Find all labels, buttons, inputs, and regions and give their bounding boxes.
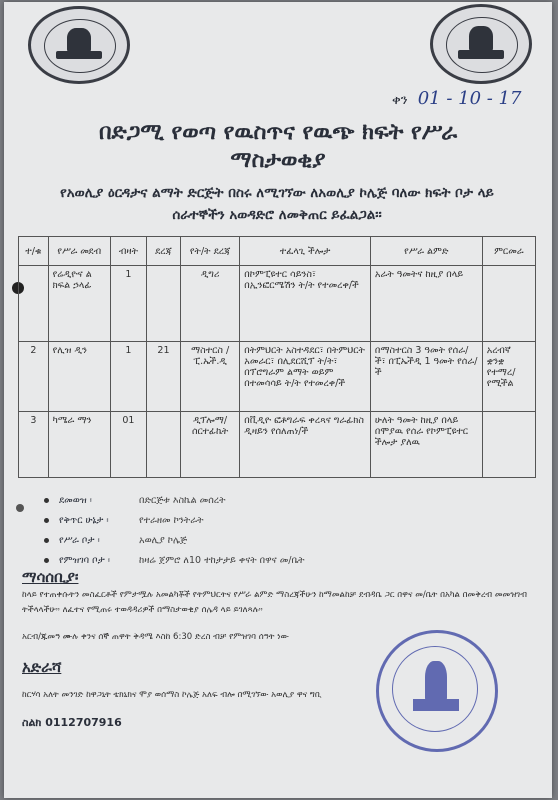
col-header: ተ/ቁ [19,237,49,266]
intro-text: የአወሊያ ዕርዳታና ልማት ድርጅት በስሩ ለሚገኘው ለአወሊያ ኮሌጅ ባለው ክፍት ቦታ ላይ [60,185,494,201]
col-header: ምርመራ [482,237,535,266]
cell-experience: በማስተርስ 3 ዓመት የሰራ/ች፣ በፒኤችዲ 1 ዓመት የሰራ/ች [370,342,482,412]
cell-experience: ሁለት ዓመት ከዚያ በላይ በሞያዉ የሰራ የኮምፒዩተር ችሎታ ያለዉ [370,412,482,478]
cell-education: ማስተርስ /ፒ.ኤች.ዲ [180,342,239,412]
cell-position: የሬዲዮና ል ክፍል ኃላፊ [48,266,110,342]
cell-no [19,266,49,342]
address-text: ከርሃሳ አለት መንገድ ከዋጋኒት ቴክኒክና ሞያ ወሰማስ ኮሌጅ አለፍ ብሎ በሚገኘው አወሊያ ዋና ግቢ [22,690,322,700]
phone-number: ስልክ 0112707916 [22,716,122,729]
list-item [44,490,305,510]
cell-level [146,266,180,342]
detail-value: በድርጅቱ እስኬል መሰረት [139,494,226,506]
table-header-row [19,237,536,266]
col-header: የሥራ ልምድ [370,237,482,266]
list-item [44,550,305,570]
document-page [4,2,552,798]
official-stamp [376,630,498,752]
detail-label: የምዝገባ ቦታ ፡ [59,554,110,566]
page-title: በድጋሚ የወጣ የዉስጥና የዉጭ ክፍት የሥራ [98,120,458,145]
detail-value: የተራዘመ ኮንትራት [139,514,204,526]
cell-skill: በቪዲዮ ፎቶግራፍ ቀረጻና ግራፊክስ ዲዛይን የሰለጠነ/ች [240,412,371,478]
date-value: 01 - 10 - 17 [417,88,522,109]
col-header: ደረጃ [146,237,180,266]
col-header: የት/ት ደረጃ [180,237,239,266]
table-row [19,266,536,342]
detail-label: የሥራ ቦታ ፡ [59,534,100,546]
list-item [44,510,305,530]
cell-qty: 01 [110,412,146,478]
cell-skill: በኮምፒዩተር ሳይንስ፣ በኢንፎርሜሽን ት/ት የተመረቀ/ች [240,266,371,342]
note-heading: ማሳሰቢያ፡ [22,568,79,586]
list-item [44,530,305,550]
bullet-icon [44,538,49,543]
detail-label: የቅጥር ሁኔታ ፡ [59,514,109,526]
date-label: ቀን [392,93,408,108]
col-header: የሥራ መደብ [48,237,110,266]
col-header: ብዛት [110,237,146,266]
cell-education: ዲግሪ [180,266,239,342]
cell-qty: 1 [110,342,146,412]
cell-position: የሊዝ ዲን [48,342,110,412]
organization-seal-right [430,4,532,84]
cell-position: ካሜራ ማን [48,412,110,478]
cell-education: ዲፕሎማ/ሰርተፊኬት [180,412,239,478]
cell-no: 3 [19,412,49,478]
cell-experience: አራት ዓመትና ከዚያ በላይ [370,266,482,342]
intro-text-line2: ሰራተኞችን አወዳድሮ ለመቅጠር ይፈልጋል፡፡ [172,207,382,223]
cell-remark [482,266,535,342]
address-heading: አድራሻ [22,658,62,676]
vacancy-table [18,236,536,478]
note-text: ከላይ የተጠቀሱትን መስፈርቶች የምታሟሉ አመልካቾች የትምህርትና የሥራ ልምድ ማስረጃችሁን ከማመልከቻ ደብዳቤ ጋር በዋና መ/ቤት በአካል በመቅረብ መመዝገብ ትችላላችሁ። ለፈተና የሚጠሩ ተወዳዳሪዎች በማስታወቂያ ሰሌዳ ላይ ይገለጻሉ። [22,590,527,615]
note-time: አርብ/ጁመዓ ሙሉ ቀንና ሰኞ ጠዋት ቅዳሜ እስከ 6:30 ድረስ ብቻ የምዝገባ ሰዓት ነው [22,632,289,642]
cell-skill: በትምህርት አስተዳደር፣ በትምህርት አመራር፣ በሊደርሺፕ ት/ት፣ በፕሮግራም ልማት ወይም በተመሳሳይ ት/ት የተመረቀ/ች [240,342,371,412]
job-details-list [44,490,305,570]
cell-remark [482,412,535,478]
table-row [19,412,536,478]
cell-level: 21 [146,342,180,412]
cell-qty: 1 [110,266,146,342]
bullet-icon [44,558,49,563]
detail-value: አወሊያ ኮሌጅ [139,534,188,546]
bullet-icon [44,498,49,503]
organization-seal-left [28,6,130,84]
detail-label: ደመወዝ ፡ [59,494,92,506]
col-header: ተፈላጊ ችሎታ [240,237,371,266]
date-line [392,88,521,109]
bullet-icon [44,518,49,523]
page-title-line2: ማስታወቂያ [230,148,326,173]
table-row [19,342,536,412]
punch-hole [16,504,24,512]
cell-no: 2 [19,342,49,412]
cell-remark: አረብኛ ቋንቋ የተማረ/ የሚችል [482,342,535,412]
detail-value: ከዛሬ ጀምሮ ለ10 ተከታታይ ቀናት በዋና መ/ቤት [139,554,305,566]
cell-level [146,412,180,478]
